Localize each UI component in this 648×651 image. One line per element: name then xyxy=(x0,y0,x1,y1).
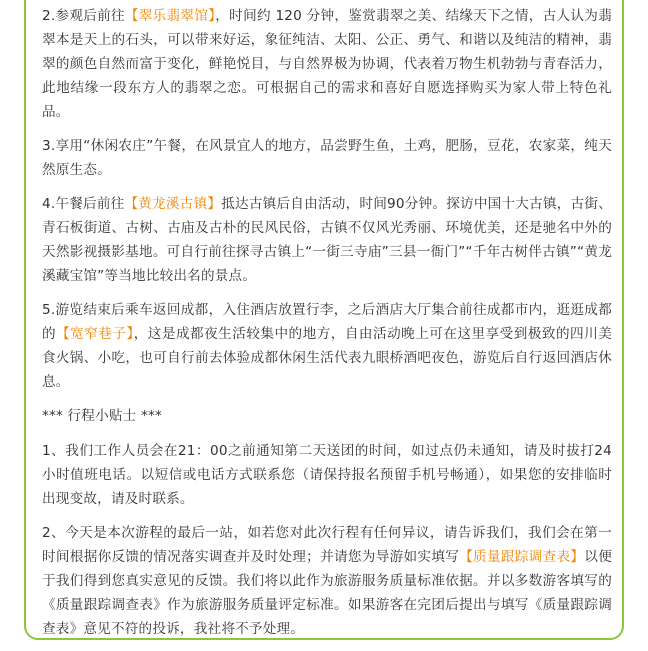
paragraph-tip-2 xyxy=(42,521,612,641)
paragraph-text: 1、我们工作人员会在21：00之前通知第二天送团的时间，如过点仍未通知，请及时拔打24小时值班电话。以短信或电话方式联系您（请保持报名预留手机号畅通），如果您的安排临时出现变故，请及时联系。 xyxy=(42,443,612,507)
highlighted-place-name: 【宽窄巷子】 xyxy=(56,326,134,342)
paragraph-tip-1 xyxy=(42,439,612,511)
paragraph-text: ，这是成都夜生活较集中的地方，自由活动晚上可在这里享受到极致的四川美食火锅、小吃，也可自行前去体验成都休闲生活代表九眼桥酒吧夜色，游览后自行返回酒店休息。 xyxy=(42,326,612,390)
paragraph-item-4 xyxy=(42,192,612,288)
paragraph-text: 以便于我们得到您真实意见的反馈。我们将以此作为旅游服务质量标准依据。并以多数游客填写的《质量跟踪调查表》作为旅游服务质量评定标准。如果游客在完团后提出与填写《质量跟踪调查表》意见不符的投诉，我社将不予处理。 xyxy=(42,549,612,637)
paragraph-text: *** 行程小贴士 *** xyxy=(42,408,162,424)
highlighted-place-name: 【质量跟踪调查表】 xyxy=(459,549,585,565)
paragraph-item-3 xyxy=(42,134,612,182)
paragraph-text: 2.参观后前往 xyxy=(42,8,125,24)
highlighted-place-name: 【翠乐翡翠馆】 xyxy=(124,8,216,24)
paragraph-text: 2、今天是本次游程的最后一站，如若您对此次行程有任何异议，请告诉我们，我们会在第一时间根据你反馈的情况落实调查并及时处理；并请您为导游如实填写 xyxy=(42,525,612,565)
paragraph-text: ，时间约 120 分钟，鉴赏翡翠之美、结缘天下之情，古人认为翡翠本是天上的石头，可以带来好运，象征纯洁、太阳、公正、勇气、和谐以及纯洁的精神，翡翠的颜色自然而富于变化，鲜艳悦目，与自然界极为协调，代表着万物生机勃勃与青春活力，此地结缘一段东方人的翡翠之恋。可根据自己的需求和喜好自愿选择购买为家人带上特色礼品。 xyxy=(42,8,612,120)
itinerary-content xyxy=(42,4,612,651)
paragraph-text: 4.午餐后前往 xyxy=(42,196,125,212)
paragraph-text: 抵达古镇后自由活动，时间90分钟。探访中国十大古镇，古街、青石板街道、古树、古庙及古朴的民风民俗，古镇不仅风光秀丽、环境优美，还是驰名中外的天然影视摄影基地。可自行前往探寻古镇上“一街三寺庙”三县一衙门”“千年古树伴古镇”“黄龙溪藏宝馆”等当地比较出名的景点。 xyxy=(42,196,612,284)
paragraph-tips-heading xyxy=(42,404,612,428)
highlighted-place-name: 【黄龙溪古镇】 xyxy=(124,196,222,212)
paragraph-item-2 xyxy=(42,4,612,124)
paragraph-text: 3.享用“休闲农庄”午餐，在风景宜人的地方，品尝野生鱼，土鸡，肥肠，豆花，农家菜，纯天然原生态。 xyxy=(42,138,612,178)
paragraph-text: 5.游览结束后乘车返回成都，入住酒店放置行李，之后酒店大厅集合前往成都市内，逛逛成都的 xyxy=(42,302,612,342)
paragraph-item-5 xyxy=(42,298,612,394)
